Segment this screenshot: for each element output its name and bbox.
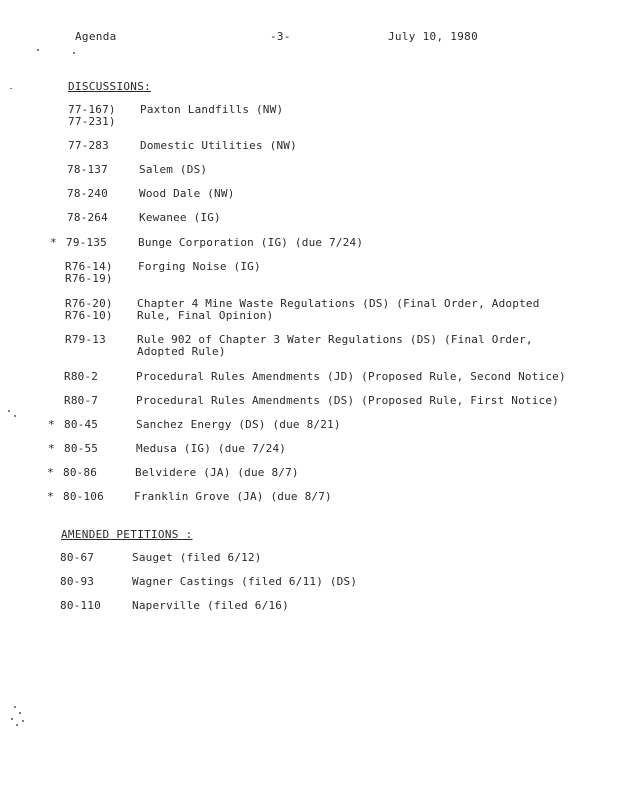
header-page-number: -3- xyxy=(270,30,291,43)
item-code: 80-93 xyxy=(60,575,95,588)
item-code: 80-55 xyxy=(64,442,99,455)
item-description: Sanchez Energy (DS) (due 8/21) xyxy=(136,418,341,431)
scan-speck xyxy=(14,706,16,708)
item-code: 79-135 xyxy=(66,236,107,249)
item-code: 77-167) 77-231) xyxy=(68,103,116,128)
item-code: R80-7 xyxy=(64,394,99,407)
scan-speck xyxy=(10,88,12,89)
item-description: Domestic Utilities (NW) xyxy=(140,139,297,152)
item-description: Rule 902 of Chapter 3 Water Regulations (DS) (Final Order, Adopted Rule) xyxy=(137,333,533,358)
priority-marker: * xyxy=(50,236,57,249)
item-description: Franklin Grove (JA) (due 8/7) xyxy=(134,490,332,503)
scan-speck xyxy=(11,718,13,720)
priority-marker: * xyxy=(47,466,54,479)
amended-petitions-heading: AMENDED PETITIONS : xyxy=(61,528,193,541)
item-code: 77-283 xyxy=(68,139,109,152)
item-description: Forging Noise (IG) xyxy=(138,260,261,273)
item-code: R80-2 xyxy=(64,370,99,383)
header-date: July 10, 1980 xyxy=(388,30,478,43)
item-code: 80-106 xyxy=(63,490,104,503)
item-code: 78-240 xyxy=(67,187,108,200)
item-description: Wood Dale (NW) xyxy=(139,187,235,200)
item-code: 80-67 xyxy=(60,551,95,564)
item-code: R76-20) R76-10) xyxy=(65,297,113,322)
item-code: 80-86 xyxy=(63,466,98,479)
scan-speck xyxy=(73,52,75,54)
scan-speck xyxy=(37,49,39,51)
item-code: 78-264 xyxy=(67,211,108,224)
item-description: Procedural Rules Amendments (JD) (Proposed Rule, Second Notice) xyxy=(136,370,566,383)
item-description: Belvidere (JA) (due 8/7) xyxy=(135,466,299,479)
priority-marker: * xyxy=(48,418,55,431)
item-code: R76-14) R76-19) xyxy=(65,260,113,285)
item-description: Sauget (filed 6/12) xyxy=(132,551,262,564)
priority-marker: * xyxy=(47,490,54,503)
scan-speck xyxy=(22,720,24,722)
scan-speck xyxy=(19,712,21,714)
item-description: Chapter 4 Mine Waste Regulations (DS) (Final Order, Adopted Rule, Final Opinion) xyxy=(137,297,540,322)
item-code: R79-13 xyxy=(65,333,106,346)
item-description: Salem (DS) xyxy=(139,163,208,176)
scan-speck xyxy=(8,410,10,412)
item-description: Procedural Rules Amendments (DS) (Proposed Rule, First Notice) xyxy=(136,394,559,407)
item-description: Naperville (filed 6/16) xyxy=(132,599,289,612)
item-description: Kewanee (IG) xyxy=(139,211,221,224)
priority-marker: * xyxy=(48,442,55,455)
item-description: Medusa (IG) (due 7/24) xyxy=(136,442,287,455)
item-description: Bunge Corporation (IG) (due 7/24) xyxy=(138,236,364,249)
item-code: 80-45 xyxy=(64,418,99,431)
item-description: Paxton Landfills (NW) xyxy=(140,103,284,116)
discussions-heading: DISCUSSIONS: xyxy=(68,80,152,93)
scan-speck xyxy=(14,415,16,417)
item-code: 80-110 xyxy=(60,599,101,612)
scan-speck xyxy=(16,724,18,726)
header-left: Agenda xyxy=(75,30,117,43)
item-description: Wagner Castings (filed 6/11) (DS) xyxy=(132,575,358,588)
item-code: 78-137 xyxy=(67,163,108,176)
